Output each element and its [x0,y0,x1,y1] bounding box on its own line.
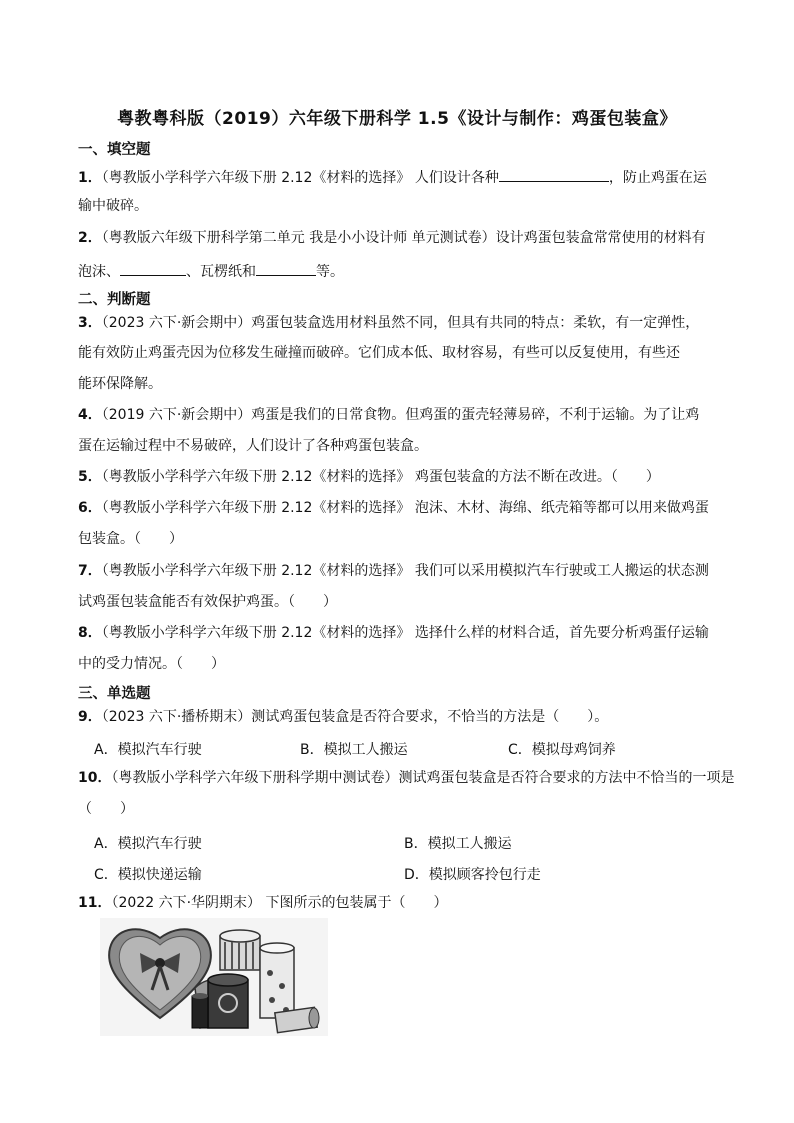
question-number: 6． [78,500,102,516]
question-text: 泡沫、 [78,264,120,280]
question-text: 人们设计各种 [414,170,499,186]
question-source: （2023 六下·新会期中） [101,315,252,331]
question-3-continued: 能有效防止鸡蛋壳因为位移发生碰撞而破碎。它们成本低、取材容易，有些可以反复使用，有些还 [78,345,680,361]
question-10 [78,770,734,786]
page-title: 粤教粤科版（2019）六年级下册科学 1.5《设计与制作：鸡蛋包装盒》 [117,109,677,129]
question-number: 1． [78,170,102,186]
question-text: 等。 [316,264,344,280]
question-5 [78,469,660,485]
question-text: 测试鸡蛋包装盒是否符合要求，不恰当的方法是（ ）。 [251,709,609,725]
question-number: 3． [78,315,102,331]
question-7 [78,563,709,579]
question-source: （粤教版小学科学六年级下册科学期中测试卷） [111,770,399,786]
option-b[interactable]: B．模拟工人搬运 [404,836,512,852]
question-text: 选择什么样的材料合适，首先要分析鸡蛋仔运输 [414,625,709,641]
question-1-continued: 输中破碎。 [78,198,148,214]
question-source: （粤教版六年级下册科学第二单元 我是小小设计师 单元测试卷） [101,230,496,246]
question-source: （粤教版小学科学六年级下册 2.12《材料的选择》 [101,469,411,485]
question-source: （2022 六下·华阴期末） [111,895,262,911]
question-text: 下图所示的包装属于（ ） [265,895,448,911]
section-true-false: 二、判断题 [78,292,151,308]
question-text: 鸡蛋是我们的日常食物。但鸡蛋的蛋壳轻薄易碎，不利于运输。为了让鸡 [251,407,700,423]
question-text: 我们可以采用模拟汽车行驶或工人搬运的状态测 [414,563,709,579]
packaging-photo [100,918,328,1036]
question-source: （粤教版小学科学六年级下册 2.12《材料的选择》 [101,500,411,516]
option-a[interactable]: A．模拟汽车行驶 [94,836,202,852]
answer-blank[interactable] [499,167,609,182]
question-number: 2． [78,230,102,246]
answer-blank[interactable] [256,261,316,276]
question-text: 鸡蛋包装盒的方法不断在改进。（ ） [414,469,660,485]
question-11 [78,895,447,911]
question-6-continued: 包装盒。（ ） [78,531,183,547]
question-source: （粤教版小学科学六年级下册 2.12《材料的选择》 [101,625,411,641]
question-8 [78,625,709,641]
question-text: 测试鸡蛋包装盒是否符合要求的方法中不恰当的一项是 [398,770,735,786]
question-number: 5． [78,469,102,485]
question-number: 8． [78,625,102,641]
option-c[interactable]: C．模拟母鸡饲养 [508,742,616,758]
question-source: （粤教版小学科学六年级下册 2.12《材料的选择》 [101,170,411,186]
question-number: 4． [78,407,102,423]
question-text: 、瓦楞纸和 [186,264,256,280]
question-6 [78,500,709,516]
question-text: 泡沫、木材、海绵、纸壳箱等都可以用来做鸡蛋 [414,500,709,516]
question-number: 10． [78,770,112,786]
question-2 [78,230,706,246]
question-source: （2019 六下·新会期中） [101,407,252,423]
section-single-choice: 三、单选题 [78,686,151,702]
question-number: 7． [78,563,102,579]
option-c[interactable]: C．模拟快递运输 [94,867,202,883]
question-number: 11． [78,895,112,911]
question-4-continued: 蛋在运输过程中不易破碎，人们设计了各种鸡蛋包装盒。 [78,438,428,454]
gift-boxes-image [100,918,328,1036]
question-source: （粤教版小学科学六年级下册 2.12《材料的选择》 [101,563,411,579]
question-8-continued: 中的受力情况。（ ） [78,656,225,672]
question-9 [78,709,608,725]
question-3 [78,315,699,331]
question-4 [78,407,699,423]
answer-blank[interactable] [120,261,186,276]
question-1 [78,167,707,186]
question-2-continued [78,261,344,280]
question-10-continued: （ ） [78,801,134,817]
question-7-continued: 试鸡蛋包装盒能否有效保护鸡蛋。（ ） [78,594,337,610]
question-text: 设计鸡蛋包装盒常常使用的材料有 [495,230,706,246]
question-text: ，防止鸡蛋在运 [608,170,707,186]
option-d[interactable]: D．模拟顾客拎包行走 [404,867,541,883]
question-3-continued: 能环保降解。 [78,376,162,392]
section-fill-blank: 一、填空题 [78,142,151,158]
option-b[interactable]: B．模拟工人搬运 [300,742,408,758]
question-source: （2023 六下·播桥期末） [101,709,252,725]
option-a[interactable]: A．模拟汽车行驶 [94,742,202,758]
question-number: 9． [78,709,102,725]
question-text: 鸡蛋包装盒选用材料虽然不同，但具有共同的特点：柔软，有一定弹性， [251,315,700,331]
